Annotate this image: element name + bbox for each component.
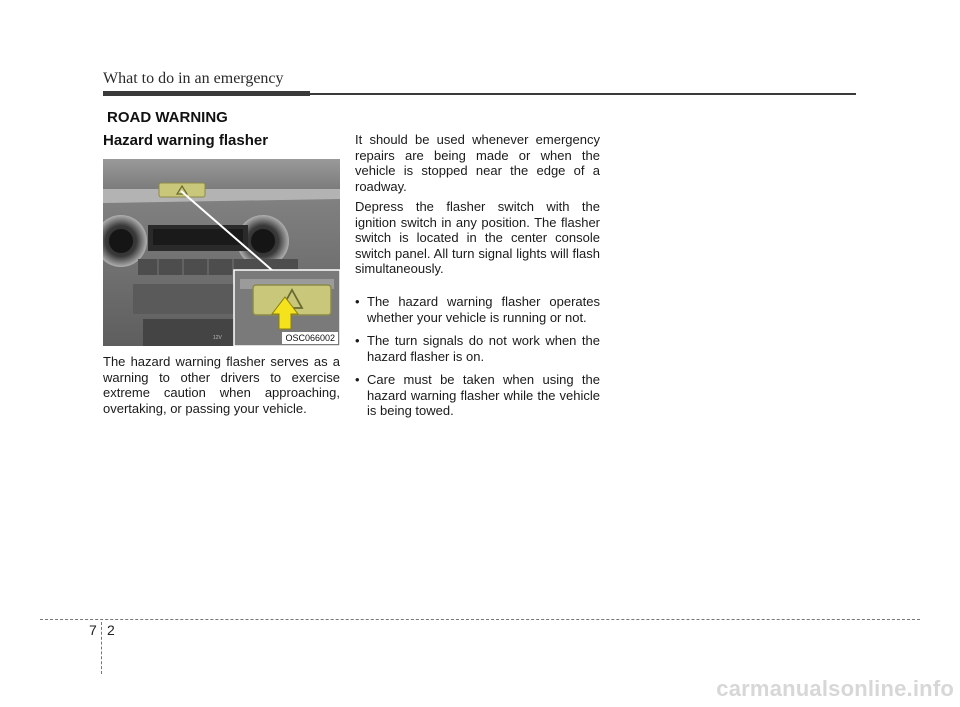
subheading: Hazard warning flasher	[103, 132, 269, 149]
bullet-text: The hazard warning flasher operates whether your vehicle is running or not.	[367, 294, 600, 325]
page-number: 2	[107, 622, 115, 638]
header-rule-thin	[310, 93, 856, 95]
bullet-text: Care must be taken when using the hazard warning flasher while the vehicle is being towed.	[367, 372, 600, 418]
bullet-marker: •	[355, 372, 360, 387]
notes-list	[355, 294, 600, 427]
hazard-switch-figure	[103, 159, 340, 346]
svg-text:12V: 12V	[213, 335, 222, 341]
list-item	[355, 372, 600, 419]
header-rule-thick	[103, 91, 310, 96]
figure-code: OSC066002	[282, 332, 338, 344]
section-title: ROAD WARNING	[107, 109, 228, 126]
footer-rule	[40, 619, 920, 620]
footer-divider	[101, 622, 102, 674]
usage-paragraph: It should be used whenever emergency repairs are being made or when the vehicle is stopped near the edge of a roadway.	[355, 132, 600, 194]
list-item	[355, 294, 600, 325]
list-item	[355, 333, 600, 364]
chapter-title: What to do in an emergency	[103, 70, 284, 87]
dashboard-illustration	[103, 159, 340, 346]
watermark: carmanualsonline.info	[716, 676, 954, 701]
operation-paragraph: Depress the flasher switch with the ignition switch in any position. The flasher switch is located in the center console switch panel. All turn signal lights will flash simultaneously.	[355, 199, 600, 276]
bullet-marker: •	[355, 333, 360, 348]
intro-paragraph: The hazard warning flasher serves as a warning to other drivers to exercise extreme caution when approaching, overtaking, or passing your vehicle.	[103, 354, 340, 416]
bullet-marker: •	[355, 294, 360, 309]
bullet-text: The turn signals do not work when the hazard flasher is on.	[367, 333, 600, 364]
page-chapter-number: 7	[89, 622, 97, 638]
